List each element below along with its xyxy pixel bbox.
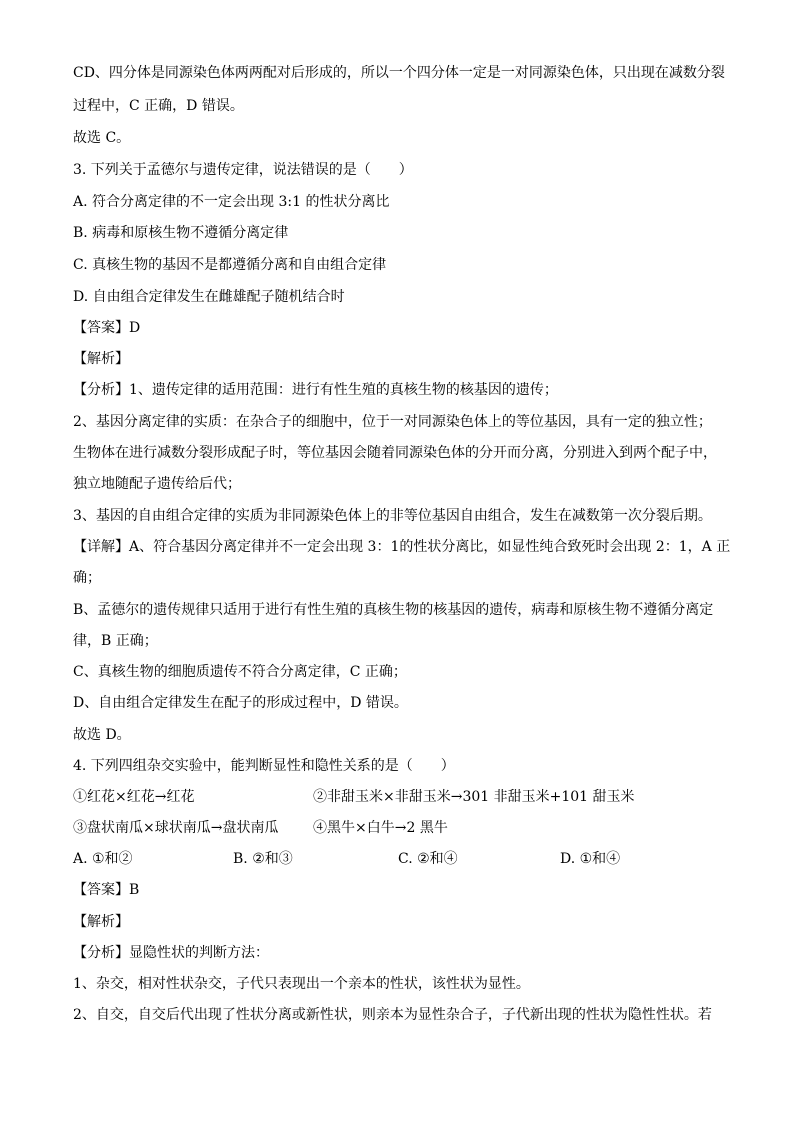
text-line: 故选 C。 xyxy=(73,130,131,146)
q4-item-4: ④黑牛×白牛→2 黑牛 xyxy=(313,820,448,836)
question-4-stem: 4. 下列四组杂交实验中，能判断显性和隐性关系的是（ ） xyxy=(73,758,455,774)
text-line: 确； xyxy=(73,570,101,586)
option-a: A. 符合分离定律的不一定会出现 3:1 的性状分离比 xyxy=(73,194,390,210)
question-3-stem: 3. 下列关于孟德尔与遗传定律，说法错误的是（ ） xyxy=(73,162,413,178)
analysis-label: 【解析】 xyxy=(73,351,129,367)
option-c: C. 真核生物的基因不是都遵循分离和自由组合定律 xyxy=(73,257,387,273)
q4-option-c: C. ②和④ xyxy=(398,851,458,867)
text-line: 生物体在进行减数分裂形成配子时，等位基因会随着同源染色体的分开而分离，分别进入到两个配子中， xyxy=(73,445,717,461)
q4-item-2: ②非甜玉米×非甜玉米→301 非甜玉米+101 甜玉米 xyxy=(313,789,635,805)
answer-label: 【答案】B xyxy=(73,882,140,898)
option-d: D. 自由组合定律发生在雌雄配子随机结合时 xyxy=(73,289,345,305)
q4-option-b: B. ②和③ xyxy=(233,851,293,867)
text-line: 2、基因分离定律的实质：在杂合子的细胞中，位于一对同源染色体上的等位基因，具有一定的独立性； xyxy=(73,414,712,430)
q4-option-d: D. ①和④ xyxy=(560,851,621,867)
text-line: 【详解】A、符合基因分离定律并不一定会出现 3：1的性状分离比，如显性纯合致死时会出现 2：1，A 正 xyxy=(73,539,731,555)
q4-item-1: ①红花×红花→红花 xyxy=(73,789,195,805)
text-line: D、自由组合定律发生在配子的形成过程中，D 错误。 xyxy=(73,695,408,711)
text-line: B、孟德尔的遗传规律只适用于进行有性生殖的真核生物的核基因的遗传，病毒和原核生物不遵循分离定 xyxy=(73,602,714,618)
q4-option-a: A. ①和② xyxy=(73,851,133,867)
text-line: 【分析】显隐性状的判断方法： xyxy=(73,945,269,961)
text-line: 过程中，C 正确，D 错误。 xyxy=(73,98,244,114)
text-line: C、真核生物的细胞质遗传不符合分离定律，C 正确； xyxy=(73,664,407,680)
text-line: CD、四分体是同源染色体两两配对后形成的，所以一个四分体一定是一对同源染色体，只出现在减数分裂 xyxy=(73,65,725,81)
text-line: 【分析】1、遗传定律的适用范围：进行有性生殖的真核生物的核基因的遗传； xyxy=(73,382,558,398)
option-b: B. 病毒和原核生物不遵循分离定律 xyxy=(73,225,289,241)
text-line: 故选 D。 xyxy=(73,727,131,743)
text-line: 1、杂交，相对性状杂交，子代只表现出一个亲本的性状，该性状为显性。 xyxy=(73,976,530,992)
text-line: 独立地随配子遗传给后代； xyxy=(73,476,241,492)
q4-item-3: ③盘状南瓜×球状南瓜→盘状南瓜 xyxy=(73,820,279,836)
text-line: 2、自交，自交后代出现了性状分离或新性状，则亲本为显性杂合子，子代新出现的性状为隐性性状。若 xyxy=(73,1007,712,1023)
text-line: 3、基因的自由组合定律的实质为非同源染色体上的非等位基因自由组合，发生在减数第一次分裂后期。 xyxy=(73,508,712,524)
answer-label: 【答案】D xyxy=(73,320,141,336)
analysis-label: 【解析】 xyxy=(73,914,129,930)
text-line: 律，B 正确； xyxy=(73,633,158,649)
